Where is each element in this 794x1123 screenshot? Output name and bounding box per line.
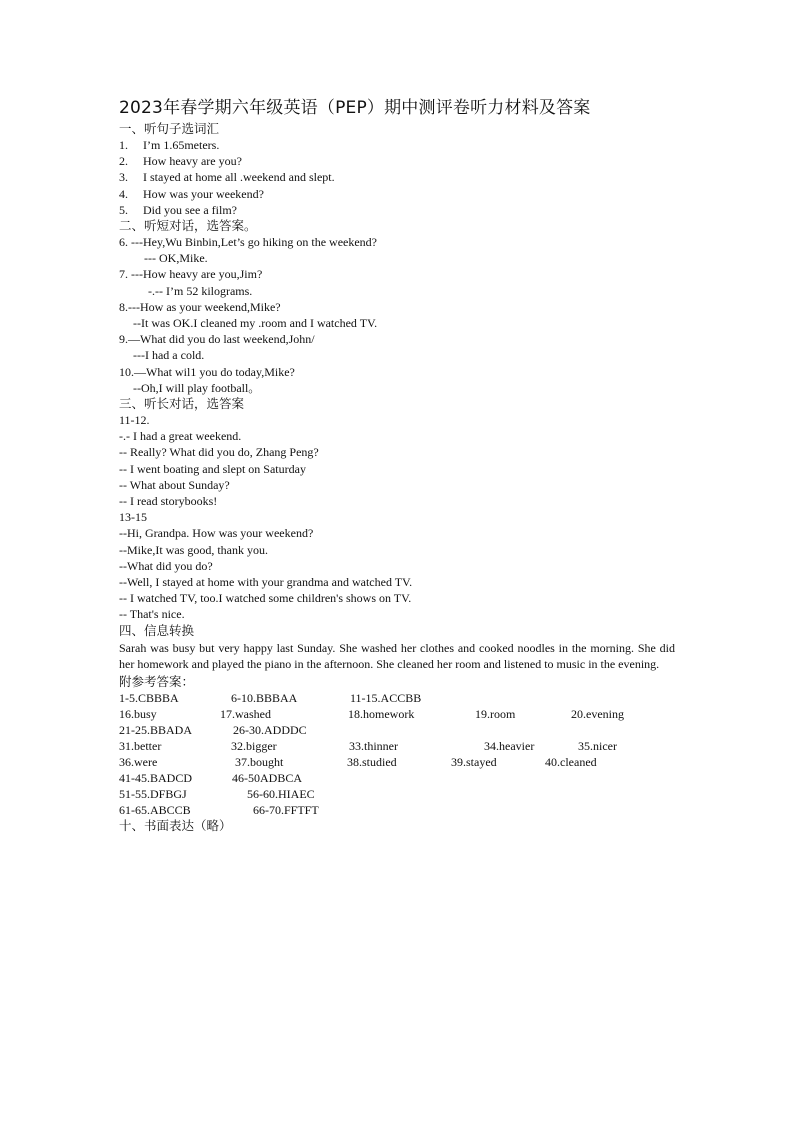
item-number: 1. xyxy=(119,138,128,152)
dialogue-line: --What did you do? xyxy=(119,558,213,573)
dialogue-line: 10.—What wil1 you do today,Mike? xyxy=(119,364,295,379)
answer-cell: 26-30.ADDDC xyxy=(233,722,307,737)
answers-heading: 附参考答案： xyxy=(119,673,195,689)
dialogue-line: ---I had a cold. xyxy=(133,348,205,363)
section-3-heading: 三、听长对话，选答案 xyxy=(119,396,245,412)
dialogue-line: -- That's nice. xyxy=(119,607,185,622)
answer-cell: 6-10.BBBAA xyxy=(231,690,298,705)
dialogue-line: 9.—What did you do last weekend,John/ xyxy=(119,332,315,347)
dialogue-line: 8.---How as your weekend,Mike? xyxy=(119,299,281,314)
list-item xyxy=(119,153,679,169)
dialogue-line: -.- I had a great weekend. xyxy=(119,429,242,444)
item-text: I stayed at home all .weekend and slept. xyxy=(143,170,335,185)
item-number: 3. xyxy=(119,170,128,185)
dialogue-line: 11-12. xyxy=(119,413,150,428)
item-number: 4. xyxy=(119,186,128,201)
dialogue-line: --It was OK.I cleaned my .room and I watched TV. xyxy=(133,316,378,331)
dialogue-line: --Hi, Grandpa. How was your weekend? xyxy=(119,526,314,541)
dialogue-line: --Oh,I will play football。 xyxy=(133,380,261,395)
dialogue-line: -.-- I’m 52 kilograms. xyxy=(148,283,253,298)
answer-cell: 46-50ADBCA xyxy=(232,770,303,785)
answer-cell: 21-25.BBADA xyxy=(119,722,193,737)
answer-row xyxy=(119,786,679,802)
answer-row xyxy=(119,722,679,738)
item-text: How was your weekend? xyxy=(143,186,264,201)
answer-row xyxy=(119,802,679,818)
answer-cell: 1-5.CBBBA xyxy=(119,690,179,705)
item-text: I’m 1.65meters. xyxy=(143,138,220,152)
dialogue-line: -- I went boating and slept on Saturday xyxy=(119,461,306,476)
item-number: 2. xyxy=(119,154,128,169)
answer-cell: 17.washed xyxy=(220,706,271,721)
answer-cell: 31.better xyxy=(119,738,162,753)
answer-cell: 35.nicer xyxy=(578,738,617,753)
answer-cell: 39.stayed xyxy=(451,754,497,769)
dialogue-line: -- I read storybooks! xyxy=(119,494,218,509)
answer-row xyxy=(119,770,679,786)
answer-cell: 20.evening xyxy=(571,706,624,721)
answer-cell: 36.were xyxy=(119,754,158,769)
answer-cell: 19.room xyxy=(475,706,516,721)
answer-cell: 41-45.BADCD xyxy=(119,770,193,785)
answer-cell: 18.homework xyxy=(348,706,415,721)
dialogue-line: 7. ---How heavy are you,Jim? xyxy=(119,267,263,282)
answer-cell: 51-55.DFBGJ xyxy=(119,786,187,801)
dialogue-line: --Well, I stayed at home with your grandma and watched TV. xyxy=(119,575,413,590)
answer-cell: 37.bought xyxy=(235,754,284,769)
answer-cell: 11-15.ACCBB xyxy=(350,690,422,705)
list-item xyxy=(119,137,679,153)
section-10-heading: 十、书面表达（略） xyxy=(119,817,232,833)
section-2-heading: 二、听短对话，选答案。 xyxy=(119,218,257,234)
dialogue-line: 6. ---Hey,Wu Binbin,Let’s go hiking on the weekend? xyxy=(119,235,378,250)
item-text: How heavy are you? xyxy=(143,154,242,169)
dialogue-line: -- What about Sunday? xyxy=(119,477,230,492)
dialogue-line: --- OK,Mike. xyxy=(144,251,208,266)
section-4-heading: 四、信息转换 xyxy=(119,622,195,638)
answer-cell: 56-60.HIAEC xyxy=(247,786,315,801)
dialogue-line: -- Really? What did you do, Zhang Peng? xyxy=(119,445,319,460)
section-1-heading: 一、听句子选词汇 xyxy=(119,121,220,136)
answer-row xyxy=(119,738,679,754)
dialogue-line: -- I watched TV, too.I watched some children's shows on TV. xyxy=(119,591,412,606)
list-item xyxy=(119,186,679,202)
answer-row xyxy=(119,706,679,722)
document-title: 2023年春学期六年级英语（PEP）期中测评卷听力材料及答案 xyxy=(119,98,591,118)
item-text: Did you see a film? xyxy=(143,202,237,217)
answer-cell: 40.cleaned xyxy=(545,754,597,769)
answer-row xyxy=(119,754,679,770)
answer-cell: 33.thinner xyxy=(349,738,398,753)
answer-cell: 61-65.ABCCB xyxy=(119,802,191,817)
answer-cell: 66-70.FFTFT xyxy=(253,802,319,817)
answer-cell: 32.bigger xyxy=(231,738,277,753)
item-number: 5. xyxy=(119,202,128,217)
list-item xyxy=(119,202,679,218)
document-content xyxy=(119,96,679,834)
dialogue-line: 13-15 xyxy=(119,510,147,525)
answer-cell: 38.studied xyxy=(347,754,397,769)
list-item xyxy=(119,169,679,185)
answer-cell: 34.heavier xyxy=(484,738,535,753)
answer-cell: 16.busy xyxy=(119,706,157,721)
dialogue-line: --Mike,It was good, thank you. xyxy=(119,542,268,557)
paragraph: Sarah was busy but very happy last Sunday. She washed her clothes and cooked noodles in the morning. She did her homework and played the piano in the afternoon. She cleaned her room and listened to music in the evening. xyxy=(119,640,675,672)
answer-row xyxy=(119,690,679,706)
